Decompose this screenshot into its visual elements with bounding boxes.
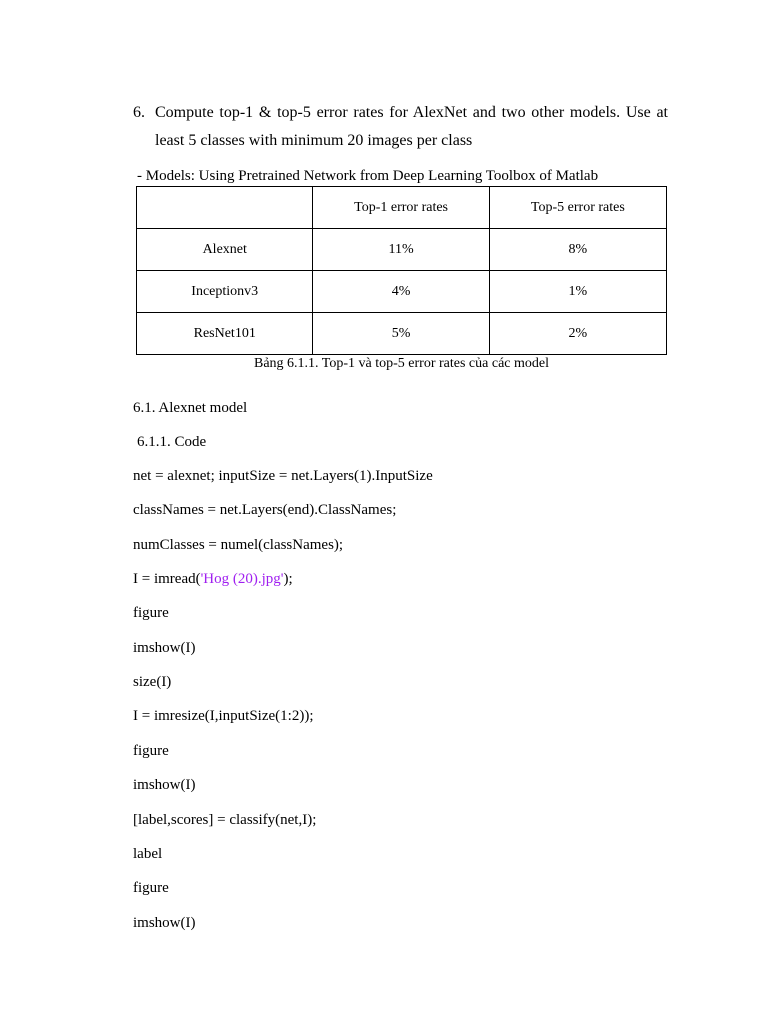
table-header-row bbox=[137, 187, 667, 229]
table-cell-top5: 1% bbox=[489, 271, 666, 313]
code-line: imshow(I) bbox=[133, 640, 196, 656]
subsection-title: 6.1.1. Code bbox=[137, 434, 207, 450]
question-text-line-2: least 5 classes with minimum 20 images per class bbox=[155, 132, 473, 149]
code-line: figure bbox=[133, 605, 169, 621]
table-header-cell bbox=[137, 187, 313, 229]
table-cell-model: ResNet101 bbox=[137, 313, 313, 355]
code-line: imshow(I) bbox=[133, 915, 196, 931]
table-cell-top1: 11% bbox=[313, 229, 489, 271]
code-text: ); bbox=[283, 571, 293, 587]
question-text-line-1: Compute top-1 & top-5 error rates for AlexNet and two other models. Use at bbox=[155, 104, 668, 121]
code-line: label bbox=[133, 846, 163, 862]
table-row bbox=[137, 271, 667, 313]
models-note: - Models: Using Pretrained Network from Deep Learning Toolbox of Matlab bbox=[137, 168, 599, 184]
table-row bbox=[137, 313, 667, 355]
code-line: [label,scores] = classify(net,I); bbox=[133, 812, 317, 828]
question-number: 6. bbox=[133, 104, 145, 121]
table-cell-model: Alexnet bbox=[137, 229, 313, 271]
table-cell-top1: 5% bbox=[313, 313, 489, 355]
code-line: numClasses = numel(classNames); bbox=[133, 537, 344, 553]
table-cell-top1: 4% bbox=[313, 271, 489, 313]
code-line: net = alexnet; inputSize = net.Layers(1).InputSize bbox=[133, 468, 433, 484]
code-line: figure bbox=[133, 743, 169, 759]
table-header-cell: Top-1 error rates bbox=[313, 187, 489, 229]
table-cell-top5: 2% bbox=[489, 313, 666, 355]
code-line: classNames = net.Layers(end).ClassNames; bbox=[133, 502, 397, 518]
error-rates-table bbox=[136, 186, 667, 355]
code-text: I = imread( bbox=[133, 571, 201, 587]
code-line: figure bbox=[133, 880, 169, 896]
table-caption: Bảng 6.1.1. Top-1 và top-5 error rates của các model bbox=[254, 356, 549, 371]
code-string-literal: 'Hog (20).jpg' bbox=[200, 571, 284, 587]
table-header-cell: Top-5 error rates bbox=[489, 187, 666, 229]
table-row bbox=[137, 229, 667, 271]
table-cell-top5: 8% bbox=[489, 229, 666, 271]
code-line: I = imresize(I,inputSize(1:2)); bbox=[133, 708, 314, 724]
code-line: size(I) bbox=[133, 674, 172, 690]
code-line: imshow(I) bbox=[133, 777, 196, 793]
code-line bbox=[133, 569, 293, 589]
section-title: 6.1. Alexnet model bbox=[133, 400, 248, 416]
table-cell-model: Inceptionv3 bbox=[137, 271, 313, 313]
